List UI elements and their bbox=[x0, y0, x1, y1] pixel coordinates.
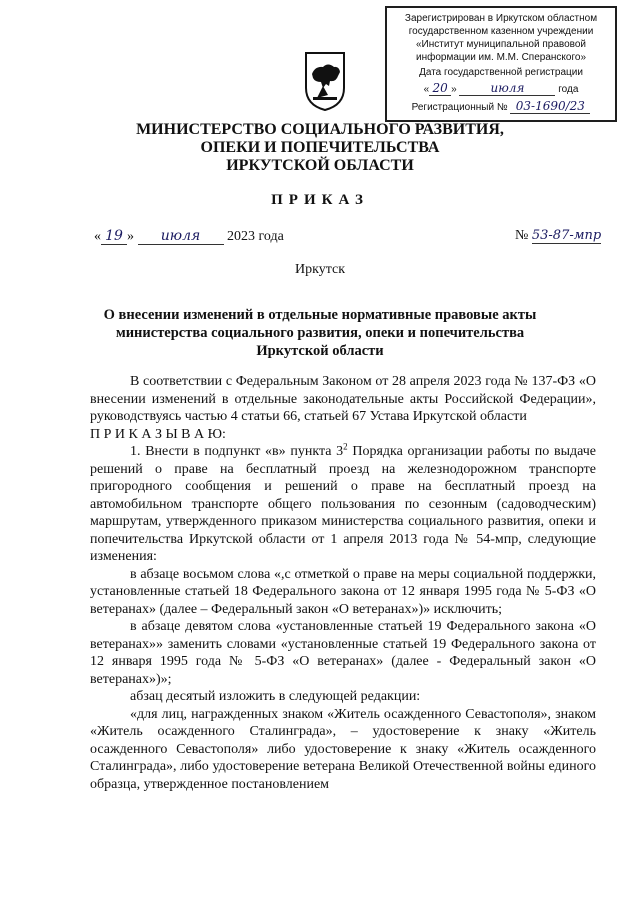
paragraph-tenth-change: абзац десятый изложить в следующей редакции: bbox=[130, 689, 421, 704]
new-tenth-paragraph-quote: «для лиц, награжденных знаком «Житель осажденного Севастополя», знаком «Житель осажденного Сталинграда», – удостоверение к знаку «Житель осажденного Севастополя» либо удостоверение к знаку «Житель осажденного Сталинграда», либо удостоверение ветерана Великой Отечественной войны единого образца, утвержденное постановлением bbox=[90, 706, 597, 792]
coat-of-arms-emblem bbox=[303, 50, 347, 112]
stamp-date-line: « 20 » июля года bbox=[423, 81, 579, 95]
ministry-name-line-1: МИНИСТЕРСТВО СОЦИАЛЬНОГО РАЗВИТИЯ, bbox=[136, 121, 504, 138]
order-subject: О внесении изменений в отдельные нормативные правовые акты министерства социального развития, опеки и попечительства Иркутской области bbox=[103, 307, 537, 359]
ministry-name-line-2: ОПЕКИ И ПОПЕЧИТЕЛЬСТВА bbox=[200, 139, 440, 156]
document-type-title: ПРИКАЗ bbox=[271, 192, 369, 208]
intro-paragraph: В соответствии с Федеральным Законом от 28 апреля 2023 года № 137-ФЗ «О внесении изменений в отдельные законодательные акты Российской Федерации», руководствуясь частью 4 статьи 66, статьей 67 Устава Иркутской области bbox=[90, 374, 596, 424]
paragraph-eighth-change: в абзаце восьмом слова «,с отметкой о праве на меры социальной поддержки, установленные статьей 18 Федерального закона от 12 января 1995 года № 5-ФЗ «О ветеранах» (далее – Федеральный закон «О ветеранах»)» исключить; bbox=[90, 566, 596, 617]
stamp-line-2: государственном казенном учреждении bbox=[408, 26, 594, 37]
ministry-name-line-3: ИРКУТСКОЙ ОБЛАСТИ bbox=[226, 157, 414, 174]
item-1: 1. Внести в подпункт «в» пункта $3^2$ Порядка организации работы по выдаче решений о праве на бесплатный проезд на железнодорожном транспорте пригородного сообщения и решений о праве на бесплатный проезд на автомобильном транспорте общего пользования по сезонным (садоводческим) маршрутам, утвержденного приказом министерства социального развития, опеки и попечительства Иркутской области от 1 апреля 2013 года № 54-мпр, следующие изменения: bbox=[90, 441, 597, 564]
order-number-label: № bbox=[515, 228, 529, 243]
stamp-line-5: Дата государственной регистрации bbox=[419, 67, 583, 78]
order-number-value: 53-87-мпр bbox=[531, 228, 602, 243]
registration-stamp bbox=[385, 6, 617, 122]
stamp-line-4: информации им. М.М. Сперанского» bbox=[415, 52, 587, 63]
stamp-line-1: Зарегистрирован в Иркутском областном bbox=[404, 13, 598, 24]
order-number bbox=[515, 228, 601, 244]
stamp-line-3: «Институт муниципальной правовой bbox=[415, 39, 586, 50]
stamp-reg-number: 03-1690/23 bbox=[510, 100, 590, 114]
paragraph-ninth-change: в абзаце девятом слова «установленные статьей 19 Федерального закона «О ветеранах»» заменить словами «установленные статьей 19 Федерального закона от 12 января 1995 года № 5-ФЗ «О ветеранах» (далее - Федеральный закон «О ветеранах»)»; bbox=[90, 619, 597, 687]
stamp-day: 20 bbox=[429, 82, 451, 96]
order-date: « 19 » июля 2023 года bbox=[94, 228, 284, 244]
stamp-year-word: года bbox=[558, 84, 579, 95]
stamp-reg-label: Регистрационный № bbox=[411, 102, 508, 113]
stamp-month: июля bbox=[459, 82, 555, 96]
stamp-reg-line bbox=[387, 100, 615, 114]
order-body bbox=[90, 373, 596, 793]
order-word: П Р И К А З Ы В А Ю: bbox=[90, 426, 226, 442]
order-date-day: 19 bbox=[101, 228, 127, 245]
order-date-year: 2023 года bbox=[227, 229, 284, 244]
order-date-month: июля bbox=[138, 228, 224, 245]
city-name: Иркутск bbox=[294, 262, 346, 277]
